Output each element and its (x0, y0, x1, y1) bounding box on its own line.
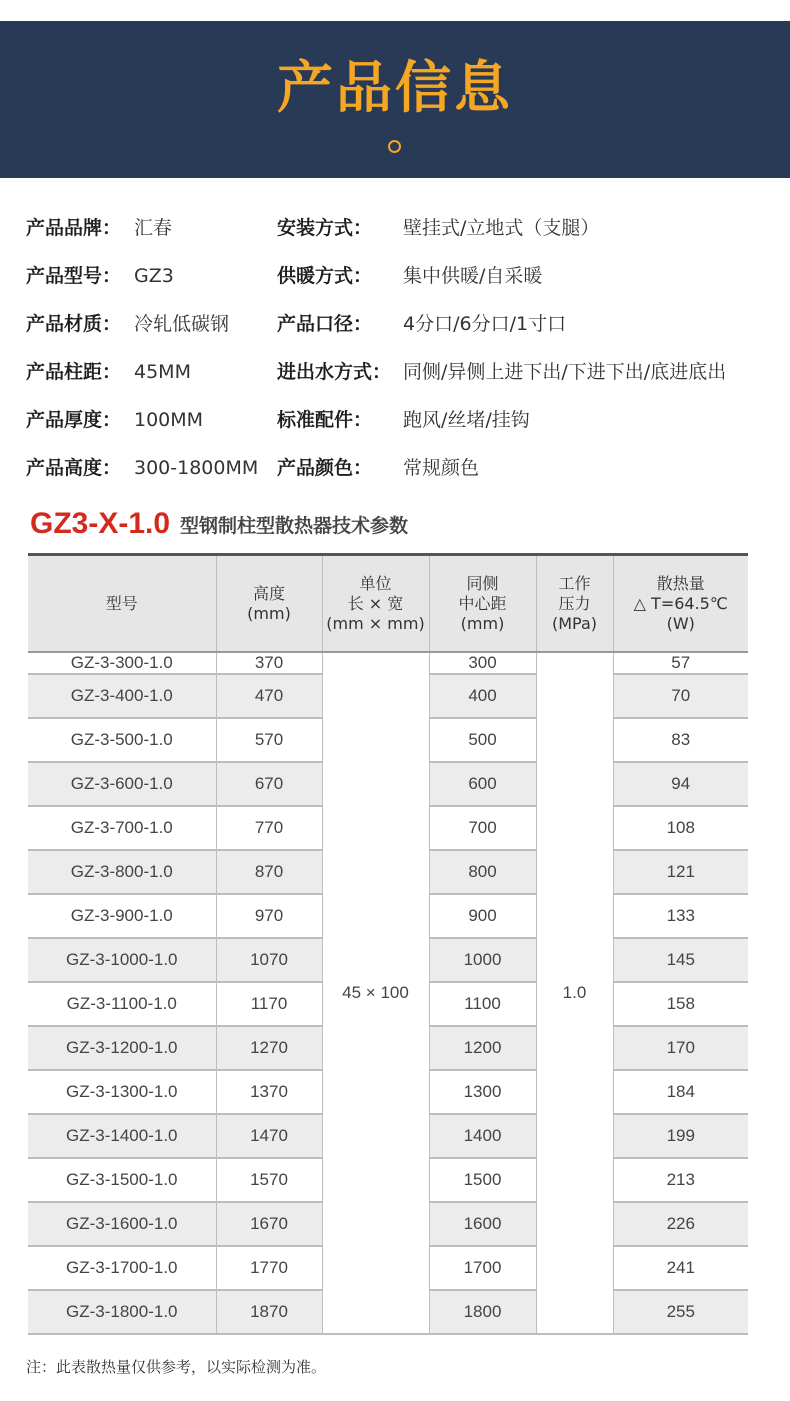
cell-height: 470 (216, 674, 322, 718)
cell-center-distance: 1800 (429, 1290, 536, 1334)
cell-center-distance: 1000 (429, 938, 536, 982)
cell-heat-output: 184 (613, 1070, 748, 1114)
cell-center-distance: 1100 (429, 982, 536, 1026)
header-line: 单位 (359, 573, 392, 593)
info-value: 汇春 (134, 217, 173, 239)
cell-model: GZ-3-1700-1.0 (28, 1246, 216, 1290)
cell-center-distance: 800 (429, 850, 536, 894)
cell-height: 770 (216, 806, 322, 850)
header-banner (0, 21, 790, 178)
cell-height: 670 (216, 762, 322, 806)
cell-height: 570 (216, 718, 322, 762)
cell-heat-output: 108 (613, 806, 748, 850)
cell-heat-output: 70 (613, 674, 748, 718)
cell-height: 1570 (216, 1158, 322, 1202)
cell-heat-output: 226 (613, 1202, 748, 1246)
info-row (26, 348, 786, 396)
info-label: 产品材质： (26, 313, 122, 335)
info-value: 壁挂式/立地式（支腿） (403, 217, 600, 239)
cell-center-distance: 1600 (429, 1202, 536, 1246)
info-label: 产品品牌： (26, 217, 122, 239)
cell-model: GZ-3-300-1.0 (28, 652, 216, 674)
info-row (26, 252, 786, 300)
info-value: 集中供暖/自采暖 (403, 265, 543, 287)
info-row (26, 300, 786, 348)
info-row (26, 396, 786, 444)
cell-heat-output: 158 (613, 982, 748, 1026)
table-row (28, 652, 748, 674)
header-line: 高度 (252, 583, 285, 603)
header-line: (mm) (460, 613, 505, 633)
cell-model: GZ-3-1200-1.0 (28, 1026, 216, 1070)
cell-center-distance: 700 (429, 806, 536, 850)
cell-heat-output: 145 (613, 938, 748, 982)
cell-model: GZ-3-1500-1.0 (28, 1158, 216, 1202)
cell-height: 370 (216, 652, 322, 674)
cell-heat-output: 133 (613, 894, 748, 938)
cell-height: 1870 (216, 1290, 322, 1334)
cell-unit-size: 45 × 100 (322, 652, 429, 1334)
cell-height: 1070 (216, 938, 322, 982)
header-line: △ T=64.5℃ (633, 593, 728, 613)
header-line: 同侧 (466, 573, 499, 593)
info-value: 300-1800MM (134, 457, 259, 479)
cell-model: GZ-3-800-1.0 (28, 850, 216, 894)
table-title-model: GZ3-X-1.0 (30, 507, 171, 540)
cell-center-distance: 1400 (429, 1114, 536, 1158)
cell-center-distance: 400 (429, 674, 536, 718)
info-label: 产品高度： (26, 457, 122, 479)
info-label: 产品型号： (26, 265, 122, 287)
cell-heat-output: 199 (613, 1114, 748, 1158)
header-line: 长 × 宽 (347, 593, 404, 613)
cell-center-distance: 1500 (429, 1158, 536, 1202)
cell-height: 1370 (216, 1070, 322, 1114)
info-label: 进出水方式： (277, 361, 392, 383)
info-label: 产品厚度： (26, 409, 122, 431)
cell-model: GZ-3-700-1.0 (28, 806, 216, 850)
banner-title: 产品信息 (277, 56, 513, 121)
cell-center-distance: 900 (429, 894, 536, 938)
header-line: 中心距 (458, 593, 507, 613)
info-value: 100MM (134, 409, 204, 431)
info-value: 同侧/异侧上进下出/下进下出/底进底出 (403, 361, 727, 383)
info-value: GZ3 (134, 265, 174, 287)
cell-pressure: 1.0 (536, 652, 613, 1334)
product-info-list (26, 204, 786, 492)
cell-heat-output: 83 (613, 718, 748, 762)
cell-model: GZ-3-400-1.0 (28, 674, 216, 718)
info-row (26, 444, 786, 492)
cell-heat-output: 255 (613, 1290, 748, 1334)
cell-height: 1770 (216, 1246, 322, 1290)
header-line: 工作 (558, 573, 591, 593)
cell-model: GZ-3-1300-1.0 (28, 1070, 216, 1114)
cell-heat-output: 213 (613, 1158, 748, 1202)
cell-center-distance: 1300 (429, 1070, 536, 1114)
cell-model: GZ-3-600-1.0 (28, 762, 216, 806)
cell-model: GZ-3-1600-1.0 (28, 1202, 216, 1246)
info-value: 冷轧低碳钢 (134, 313, 230, 335)
cell-heat-output: 57 (613, 652, 748, 674)
cell-center-distance: 300 (429, 652, 536, 674)
cell-heat-output: 121 (613, 850, 748, 894)
header-line: 型号 (105, 593, 138, 613)
cell-height: 970 (216, 894, 322, 938)
header-line: (MPa) (551, 613, 598, 633)
footnote: 注：此表散热量仅供参考，以实际检测为准。 (26, 1358, 327, 1376)
cell-center-distance: 600 (429, 762, 536, 806)
cell-model: GZ-3-900-1.0 (28, 894, 216, 938)
cell-model: GZ-3-500-1.0 (28, 718, 216, 762)
header-line: 压力 (558, 593, 591, 613)
table-title (30, 507, 408, 547)
info-label: 产品柱距： (26, 361, 122, 383)
header-line: (mm) (247, 603, 291, 623)
header-heat-output (613, 555, 748, 653)
cell-height: 1270 (216, 1026, 322, 1070)
cell-center-distance: 1700 (429, 1246, 536, 1290)
info-label: 供暖方式： (277, 265, 373, 287)
info-value: 4分口/6分口/1寸口 (403, 313, 567, 335)
header-line: (W) (666, 613, 695, 633)
info-value: 45MM (134, 361, 191, 383)
header-line: (mm × mm) (326, 613, 425, 633)
cell-center-distance: 1200 (429, 1026, 536, 1070)
cell-model: GZ-3-1800-1.0 (28, 1290, 216, 1334)
cell-height: 1170 (216, 982, 322, 1026)
header-pressure (536, 555, 613, 653)
cell-height: 870 (216, 850, 322, 894)
header-line: 散热量 (656, 573, 705, 593)
cell-model: GZ-3-1100-1.0 (28, 982, 216, 1026)
cell-heat-output: 170 (613, 1026, 748, 1070)
header-center-distance (429, 555, 536, 653)
header-height (216, 555, 322, 653)
circle-dot-icon (388, 140, 401, 153)
cell-height: 1470 (216, 1114, 322, 1158)
cell-model: GZ-3-1400-1.0 (28, 1114, 216, 1158)
cell-heat-output: 94 (613, 762, 748, 806)
header-model (28, 555, 216, 653)
info-label: 安装方式： (277, 217, 373, 239)
spec-table-header (28, 555, 748, 653)
header-unit-size (322, 555, 429, 653)
info-label: 标准配件： (277, 409, 373, 431)
info-value: 常规颜色 (403, 457, 480, 479)
cell-model: GZ-3-1000-1.0 (28, 938, 216, 982)
cell-heat-output: 241 (613, 1246, 748, 1290)
cell-center-distance: 500 (429, 718, 536, 762)
info-label: 产品口径： (277, 313, 373, 335)
spec-table (28, 553, 748, 1335)
cell-height: 1670 (216, 1202, 322, 1246)
info-row (26, 204, 786, 252)
table-title-desc: 型钢制柱型散热器技术参数 (180, 514, 409, 537)
info-value: 跑风/丝堵/挂钩 (403, 409, 530, 431)
info-label: 产品颜色： (277, 457, 373, 479)
